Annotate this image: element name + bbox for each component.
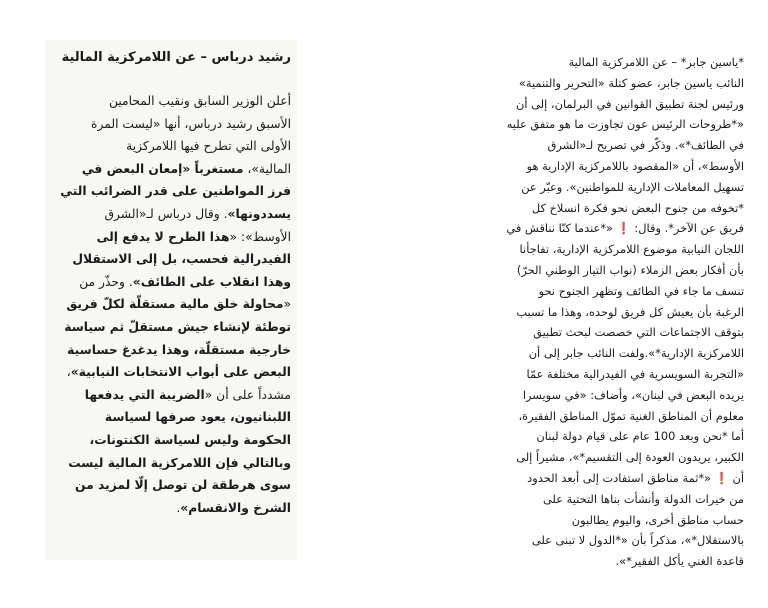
text-run: «*ثمة مناطق استفادت إلى أبعد الحدود [527, 470, 715, 485]
text-run: . [176, 500, 181, 515]
left-article-title: رشيد درباس – عن اللامركزية المالية [61, 50, 291, 65]
left-article-line [51, 497, 291, 520]
text-run: فريق عن الآخر*. وقال: [630, 221, 744, 236]
exclamation-icon: ❗ [616, 221, 631, 236]
bold-text-run: البعض على أبواب الانتخابات النيابية» [70, 365, 291, 380]
bold-text-run: اللبنانيون، يعود صرفها لسياسة [104, 410, 291, 425]
right-article-line [462, 198, 744, 219]
left-article-line [51, 180, 291, 203]
right-article-line [462, 426, 744, 447]
text-run: يريده البعض في لبنان»، وأضاف: «في سويسرا [522, 387, 744, 402]
right-article-line [462, 94, 744, 115]
bold-text-run: وبالتالي فإن اللامركزية المالية ليست [68, 455, 291, 470]
text-run: . وقال درباس لـ«الشرق [104, 206, 228, 221]
text-run: أعلن الوزير السابق ونقيب المحامين [108, 94, 291, 108]
text-run: بتوقف الاجتماعات التي خصصت لبحث تطبيق [533, 325, 744, 340]
bold-text-run: مستغرباً «إمعان البعض في [81, 161, 244, 176]
left-article-line [51, 361, 291, 384]
text-run: «التجربة السويسرية في الفيدرالية مختلفة عمّا [526, 366, 744, 381]
right-article-line [462, 530, 744, 551]
left-article-line [51, 158, 291, 181]
text-run: الكبير، يريدون العودة إلى التقسيم*»، مشيراً إلى [516, 450, 744, 465]
text-run: ، [66, 365, 71, 380]
left-article-line [51, 271, 291, 294]
left-article-line [51, 474, 291, 497]
right-article-line [462, 239, 744, 260]
right-article-line [462, 468, 744, 489]
text-run: الأسبق رشيد درباس، أنها «ليست المرة [91, 116, 291, 131]
right-article-line [462, 551, 744, 572]
left-article-line [51, 384, 291, 407]
text-run: في الطائف*». وذكّر في تصريح لـ«الشرق [547, 138, 744, 153]
left-article-line [51, 90, 291, 113]
left-article-line [51, 248, 291, 271]
text-run: *تخوفه من جنوح البعض نحو فكرة انسلاخ كل [531, 200, 744, 215]
text-run: النائب ياسين جابر، عضو كتلة «التحرير والتنمية» [518, 75, 744, 90]
right-article-line [462, 177, 744, 198]
left-article-line [51, 293, 291, 316]
left-article-line [51, 203, 291, 226]
right-article-line [462, 406, 744, 427]
text-run: « [283, 297, 291, 312]
bold-text-run: الضريبة التي يدفعها [84, 387, 205, 402]
left-article-body [51, 90, 291, 519]
left-article-line [51, 113, 291, 136]
text-run: مشدداً على أن « [204, 387, 291, 402]
text-run: «*عندما كنّا نناقش في [506, 221, 617, 236]
right-article-line [462, 302, 744, 323]
text-run: الأوسط»: « [229, 229, 291, 244]
right-article-line [462, 385, 744, 406]
right-article-line [462, 322, 744, 343]
text-run: اللامركزية الإدارية*».ولفت النائب جابر إلى أن [528, 346, 744, 361]
text-run: ورئيس لجنة تطبيق القوانين في البرلمان، إلى أن [516, 96, 744, 111]
text-run: . وحذّر من [79, 274, 133, 289]
text-run: أما *نحن وبعد 100 عام على قيام دولة لبنان [536, 429, 744, 444]
title-spacer [51, 68, 291, 90]
text-run: تنسف ما جاء في الطائف وتظهر الجنوح نحو [538, 283, 744, 298]
left-article-line [51, 316, 291, 339]
bold-text-run: الفيدرالية فحسب، بل إلى الاستقلال [72, 252, 291, 267]
bold-text-run: الشرخ والانقسام» [180, 500, 291, 515]
text-run: معلوم أن المناطق الغنية تموّل المناطق الفقيرة، [518, 408, 744, 423]
text-run: الأوسط»، أن «المقصود باللامركزية الإدارية هو [526, 158, 744, 173]
right-article-line [462, 364, 744, 385]
bold-text-run: خارجية مستقلّة، وهذا يدغدغ حساسية [67, 342, 291, 357]
text-run: بأن أفكار بعض الزملاء (نواب التيار الوطني الحرّ) [516, 262, 744, 277]
right-article-line [462, 52, 744, 73]
right-article-line [462, 343, 744, 364]
right-article-line [462, 510, 744, 531]
bold-text-run: توطئة لإنشاء جيش مستقلّ ثم سياسة [64, 319, 291, 334]
right-article-line [462, 73, 744, 94]
right-article-body [462, 52, 744, 572]
text-run: *ياسين جابر* – عن اللامركزية المالية [568, 55, 744, 69]
text-run: اللجان النيابية موضوع اللامركزية الإدارية، تفاجأنا [519, 242, 744, 257]
right-article-line [462, 135, 744, 156]
left-article-line [51, 429, 291, 452]
text-run: «*طروحات الرئيس عون تجاوزت ما هو متفق عليه [506, 117, 744, 132]
bold-text-run: يسددونها» [227, 206, 291, 221]
bold-text-run: فرز المواطنين على قدر الضرائب التي [60, 184, 291, 199]
right-article-column [462, 52, 744, 572]
right-article-line [462, 156, 744, 177]
text-run: قاعدة الغني يأكل الفقير*». [615, 554, 744, 569]
left-article-line [51, 135, 291, 158]
bold-text-run: وهذا انقلاب على الطائف» [132, 274, 291, 289]
text-run: الأولى التي تطرح فيها اللامركزية [126, 139, 291, 154]
left-article-column [45, 40, 297, 560]
left-article-line [51, 452, 291, 475]
right-article-line [462, 447, 744, 468]
text-run: المالية»، [243, 161, 291, 176]
text-run: تسهيل المعاملات الإدارية للمواطنين». وعبّر عن [521, 179, 744, 194]
bold-text-run: محاولة خلق مالية مستقلّة لكلّ فريق [66, 297, 284, 312]
text-run: حساب مناطق أخرى، واليوم يطالبون [571, 512, 744, 527]
bold-text-run: الحكومة وليس لسياسة الكنتونات، [89, 432, 291, 447]
bold-text-run: هذا الطرح لا يدفع إلى [96, 229, 230, 244]
right-article-line [462, 114, 744, 135]
left-article-line [51, 406, 291, 429]
right-article-line [462, 489, 744, 510]
text-run: من خيرات الدولة وأنشأت بناها التحتية على [542, 491, 744, 506]
text-run: الرغبة بأن يعيش كل فريق لوحده، وهذا ما تسبب [516, 304, 744, 319]
text-run: أن [728, 470, 744, 485]
right-article-line [462, 260, 744, 281]
right-article-line [462, 218, 744, 239]
right-article-line [462, 281, 744, 302]
left-article-line [51, 339, 291, 362]
bold-text-run: سوى هرطقة لن توصل إلّا لمزيد من [75, 478, 291, 493]
left-article-line [51, 226, 291, 249]
exclamation-icon: ❗ [714, 470, 729, 485]
text-run: بالاستقلال*»، مذكراً بأن «*الدول لا تبنى على [531, 533, 744, 548]
